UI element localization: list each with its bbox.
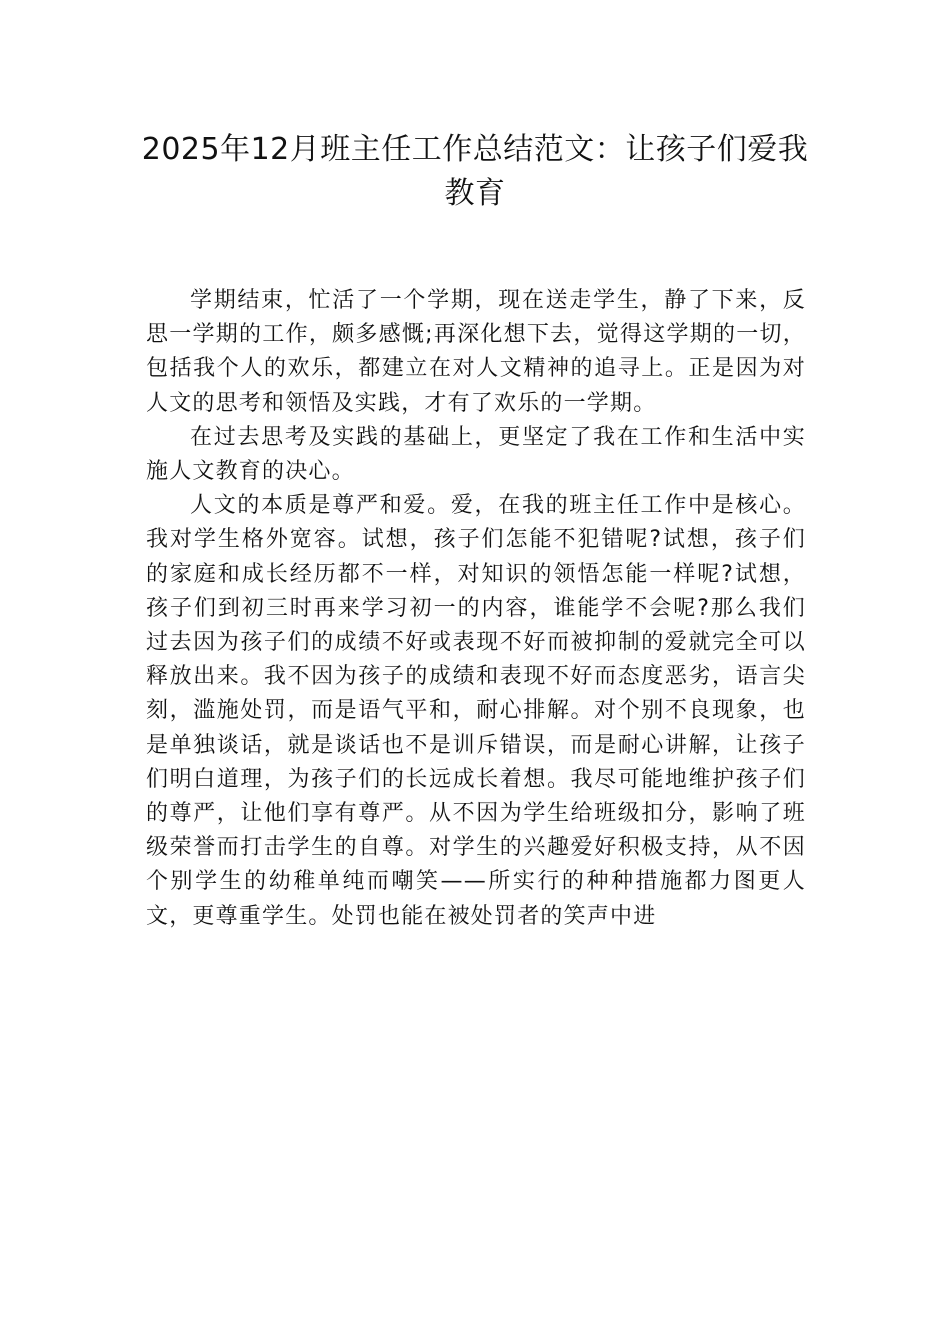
paragraph-2: 在过去思考及实践的基础上，更坚定了我在工作和生活中实施人文教育的决心。 <box>146 424 806 485</box>
paragraph-3: 人文的本质是尊严和爱。爱，在我的班主任工作中是核心。我对学生格外宽容。试想，孩子们怎能不犯错呢?试想，孩子们的家庭和成长经历都不一样，对知识的领悟怎能一样呢?试想，孩子们到初三时再来学习初一的内容，谁能学不会呢?那么我们过去因为孩子们的成绩不好或表现不好而被抑制的爱就完全可以释放出来。我不因为孩子的成绩和表现不好而态度恶劣，语言尖刻，滥施处罚，而是语气平和，耐心排解。对个别不良现象，也是单独谈话，就是谈话也不是训斥错误，而是耐心讲解，让孩子们明白道理，为孩子们的长远成长着想。我尽可能地维护孩子们的尊严，让他们享有尊严。从不因为学生给班级扣分，影响了班级荣誉而打击学生的自尊。对学生的兴趣爱好积极支持，从不因个别学生的幼稚单纯而嘲笑——所实行的种种措施都力图更人文，更尊重学生。处罚也能在被处罚者的笑声中进 <box>146 493 806 929</box>
title-line-2: 教育 <box>444 176 506 211</box>
title-line-1: 2025年12月班主任工作总结范文：让孩子们爱我 <box>141 132 809 167</box>
document-title <box>140 128 810 216</box>
document-body <box>146 284 806 934</box>
paragraph-1: 学期结束，忙活了一个学期，现在送走学生，静了下来，反思一学期的工作，颇多感慨;再深化想下去，觉得这学期的一切，包括我个人的欢乐，都建立在对人文精神的追寻上。正是因为对人文的思考和领悟及实践，才有了欢乐的一学期。 <box>146 288 806 416</box>
